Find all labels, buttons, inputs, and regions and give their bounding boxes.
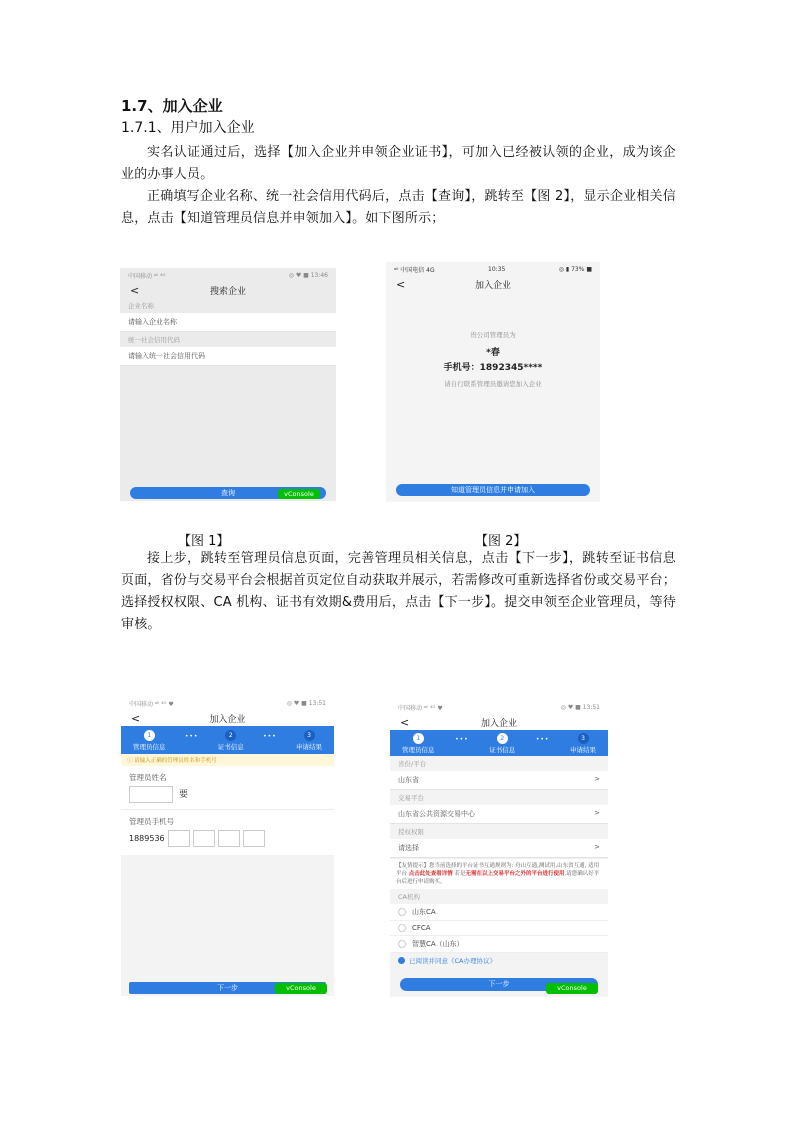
step-2: 2 证书信息	[489, 734, 516, 754]
step-1: 1 管理员信息	[402, 734, 435, 754]
credit-code-input[interactable]: 请输入统一社会信用代码	[120, 347, 336, 366]
status-bar: ᵃˡˡ 中国电信 4G 10:35 ◎ ▮ 73% ■	[394, 265, 592, 274]
admin-intro: 贵公司管理员为	[470, 331, 516, 339]
province-select[interactable]: 山东省 >	[390, 771, 608, 790]
screen-title: 加入企业	[480, 718, 517, 729]
view-details-link[interactable]: 点击此处查看详情	[408, 871, 453, 877]
paragraph-1: 实名认证通过后，选择【加入企业并申领企业证书】，可加入已经被认领的企业，成为该企业的办事人员。	[121, 145, 676, 182]
admin-info	[386, 330, 600, 388]
status-bar: 中国移动 ᵃˡˡ ⁴ᴳ ♥ ◎ ♥ ■ 13:51	[121, 696, 334, 710]
auth-select[interactable]: 请选择 >	[390, 839, 608, 858]
admin-form	[121, 766, 334, 855]
platform-select[interactable]: 山东省公共资源交易中心 >	[390, 805, 608, 824]
figure-3-screenshot	[121, 696, 334, 996]
figure-4-screenshot	[390, 700, 608, 997]
step-indicator: 1 管理员信息 ••• 2 证书信息 ••• 3 申请结果	[390, 730, 608, 756]
radio-icon[interactable]	[398, 924, 406, 932]
admin-name-label: 管理员姓名	[129, 773, 167, 782]
next-step-button[interactable]: 下一步	[129, 982, 326, 994]
back-arrow-icon[interactable]: <	[131, 711, 141, 725]
admin-name-field[interactable]	[121, 786, 334, 809]
credit-code-label: 统一社会信用代码	[128, 336, 180, 344]
back-arrow-icon[interactable]: <	[396, 277, 406, 291]
chevron-right-icon: >	[594, 775, 600, 783]
step-2: 2 证书信息	[217, 731, 244, 751]
next-step-button[interactable]: 下一步	[400, 978, 598, 991]
nav-bar	[120, 282, 336, 298]
contact-hint: 请自行联系管理员邀请您加入企业	[444, 380, 542, 388]
warning-banner: ⓘ 请输入正确的管理员姓名和手机号	[121, 754, 334, 766]
figure-2-caption: 【图 2】	[475, 534, 527, 549]
subsection-heading: 1.7.1、用户加入企业	[121, 120, 255, 136]
status-bar: 中国移动 ᵃˡˡ ⁴ᴳ ◎ ♥ ■ 13:46	[128, 271, 328, 280]
company-name-label: 企业名称	[128, 302, 154, 310]
screen-title: 加入企业	[474, 280, 511, 291]
admin-name: *春	[486, 348, 500, 358]
step-1: 1 管理员信息	[133, 731, 166, 751]
admin-phone-value: 1889536	[129, 834, 165, 843]
back-arrow-icon[interactable]: <	[130, 283, 140, 297]
step-indicator: 1 管理员信息 ••• 2 证书信息 ••• 3 申请结果	[121, 726, 334, 754]
checkbox-checked-icon[interactable]	[398, 957, 405, 964]
document-body-2	[121, 548, 676, 636]
admin-phone: 手机号：1892345****	[443, 363, 543, 373]
radio-icon[interactable]	[398, 908, 406, 916]
nav-bar	[121, 710, 334, 726]
status-bar: 中国移动 ᵃˡˡ ⁴ᴳ ♥ ◎ ♥ ■ 13:51	[390, 700, 608, 714]
vconsole-button[interactable]: vConsole	[275, 983, 327, 994]
paragraph-2: 正确填写企业名称、统一社会信用代码后，点击【查询】，跳转至【图 2】，显示企业相关信息，点击【知道管理员信息并申领加入】。如下图所示；	[121, 189, 676, 226]
auth-label: 授权权限	[398, 828, 424, 836]
screen-title: 搜索企业	[209, 286, 246, 297]
nav-bar	[386, 276, 600, 292]
step-3: 3 申请结果	[570, 734, 596, 754]
vconsole-button[interactable]: vConsole	[546, 983, 598, 994]
figure-1-screenshot	[120, 268, 336, 501]
query-button[interactable]: 查询	[130, 487, 326, 499]
figure-1-caption: 【图 1】	[178, 534, 230, 549]
ca-option-zhca[interactable]: 智慧CA（山东）	[390, 936, 608, 953]
admin-name-value: 要	[178, 790, 188, 800]
section-heading: 1.7、加入企业	[121, 97, 223, 115]
company-name-input[interactable]: 请输入企业名称	[120, 313, 336, 332]
admin-phone-field[interactable]	[121, 830, 334, 855]
nav-bar	[390, 714, 608, 730]
document-body	[121, 96, 676, 230]
chevron-right-icon: >	[594, 809, 600, 817]
ca-option-cfca[interactable]: CFCA	[390, 921, 608, 936]
screen-title: 加入企业	[209, 714, 246, 725]
paragraph-3: 接上步，跳转至管理员信息页面，完善管理员相关信息，点击【下一步】，跳转至证书信息页面，省份与交易平台会根据首页定位自动获取并展示，若需修改可重新选择省份或交易平台；选择授权权限、CA 机构、证书有效期&费用后，点击【下一步】。提交申领至企业管理员，等待审核。	[121, 551, 676, 632]
admin-phone-label: 管理员手机号	[129, 817, 174, 826]
friendly-tip: 【友情提示】您当前选择的平台证书互通规则为: 舟山互通,测试用,山东省互通, 适用平台 点击此处查看详情 若是无需在以上交易平台之外的平台进行使用,请您确认好平台后进行申请购买。	[390, 858, 608, 889]
agreement-checkbox[interactable]: 已阅读并同意《CA办理协议》	[390, 953, 608, 968]
ca-label: CA机构	[398, 893, 420, 901]
radio-icon[interactable]	[398, 940, 406, 948]
back-arrow-icon[interactable]: <	[400, 715, 410, 729]
ca-option-sdca[interactable]: 山东CA	[390, 904, 608, 921]
platform-label: 交易平台	[398, 794, 424, 802]
figure-2-screenshot	[386, 262, 600, 502]
vconsole-button[interactable]: vConsole	[278, 489, 320, 499]
chevron-right-icon: >	[594, 843, 600, 851]
step-3: 3 申请结果	[296, 731, 322, 751]
province-label: 省份/平台	[398, 760, 427, 768]
apply-join-button[interactable]: 知道管理员信息并申请加入	[396, 484, 590, 496]
